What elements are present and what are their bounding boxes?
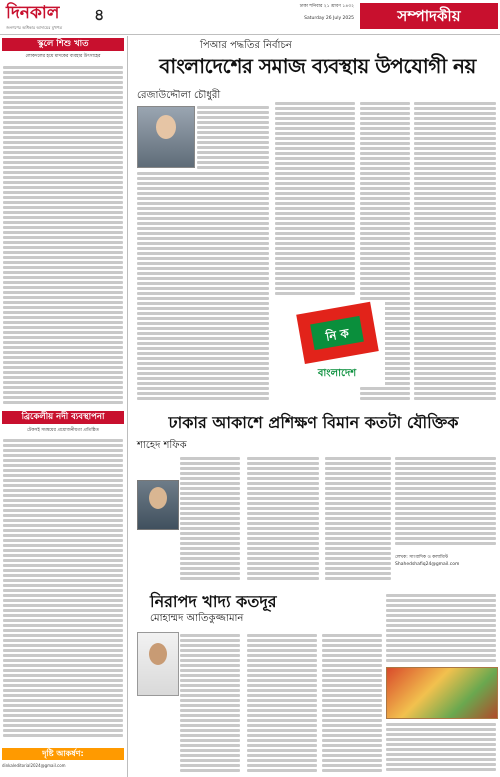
article-2-col3 <box>325 455 391 583</box>
logo-symbol: নি ক <box>324 326 350 344</box>
editorial-2-subtitle: টেকসই সমন্বয়ের প্রয়োজনীয়তা প্রতিষ্ঠিত <box>27 428 99 433</box>
article-3-col4 <box>386 592 496 662</box>
article-2-author-email[interactable]: Shahedshafiq24@gmail.com <box>395 562 460 567</box>
masthead <box>0 0 500 35</box>
article-3-headline: নিরাপদ খাদ্য কতদূর <box>150 592 277 611</box>
main-text-col1a <box>197 104 269 170</box>
editorial-1-subtitle: লোকদলের হয়ে মাদকের ব্যবহার উৎসাহের <box>25 54 101 59</box>
article-2-author-photo <box>137 480 179 530</box>
notice-banner: দৃষ্টি আকর্ষণ: <box>2 748 124 760</box>
election-logo <box>290 300 385 385</box>
editorial-1-body <box>3 64 123 406</box>
article-2-col1 <box>180 455 240 583</box>
left-column <box>0 36 128 777</box>
article-2-col4 <box>395 455 496 551</box>
section-tag: সম্পাদকীয় <box>360 3 498 29</box>
editorial-2-title: ব্রিকেলীয় নদী ব্যবস্থাপনা <box>2 411 124 424</box>
article-2-author-note: লেখক: সাংবাদিক ও কলামিস্ট <box>395 555 448 560</box>
dateline-bangla: ঢাকা শনিবার ২১ শ্রাবণ ১৪৩২ <box>299 4 354 9</box>
main-text-col1b <box>137 170 269 402</box>
article-2-byline: শাহেদ শফিক <box>137 440 187 451</box>
article-3-col2 <box>247 632 317 772</box>
brand-logo: দিনকাল <box>6 3 60 23</box>
main-kicker: পিআর পদ্ধতির নির্বাচন <box>200 40 292 51</box>
author-photo <box>137 106 195 168</box>
dateline-english: Saturday 26 July 2025 <box>304 16 354 21</box>
article-3-col3 <box>322 632 382 772</box>
notice-email: dinkaleditorial2024@gmail.com <box>2 763 66 768</box>
main-text-col2 <box>275 100 355 295</box>
article-3-author-photo <box>137 632 179 696</box>
main-byline: রেজাউদ্দৌলা চৌধুরী <box>137 90 221 101</box>
main-text-col4 <box>414 100 496 400</box>
main-headline: বাংলাদেশের সমাজ ব্যবস্থায় উপযোগী নয় <box>159 54 476 78</box>
page-number: ৪ <box>94 5 105 24</box>
logo-caption: বাংলাদেশ <box>317 368 357 379</box>
article-3-col1 <box>180 632 240 772</box>
editorial-2-body <box>3 437 123 743</box>
article-3-col4b <box>386 721 496 773</box>
brand-tagline: জনগণের অধিকার আদায়ের মুখপত্র <box>6 25 63 30</box>
article-3-byline: মোহাম্মদ আতিকুজ্জামান <box>150 613 244 624</box>
article-2-col2 <box>247 455 319 583</box>
editorial-1-title: স্কুলে শিশু খাত <box>2 38 124 51</box>
food-photo <box>386 667 498 719</box>
article-2-headline: ঢাকার আকাশে প্রশিক্ষণ বিমান কতটা যৌক্তিক <box>168 413 459 432</box>
